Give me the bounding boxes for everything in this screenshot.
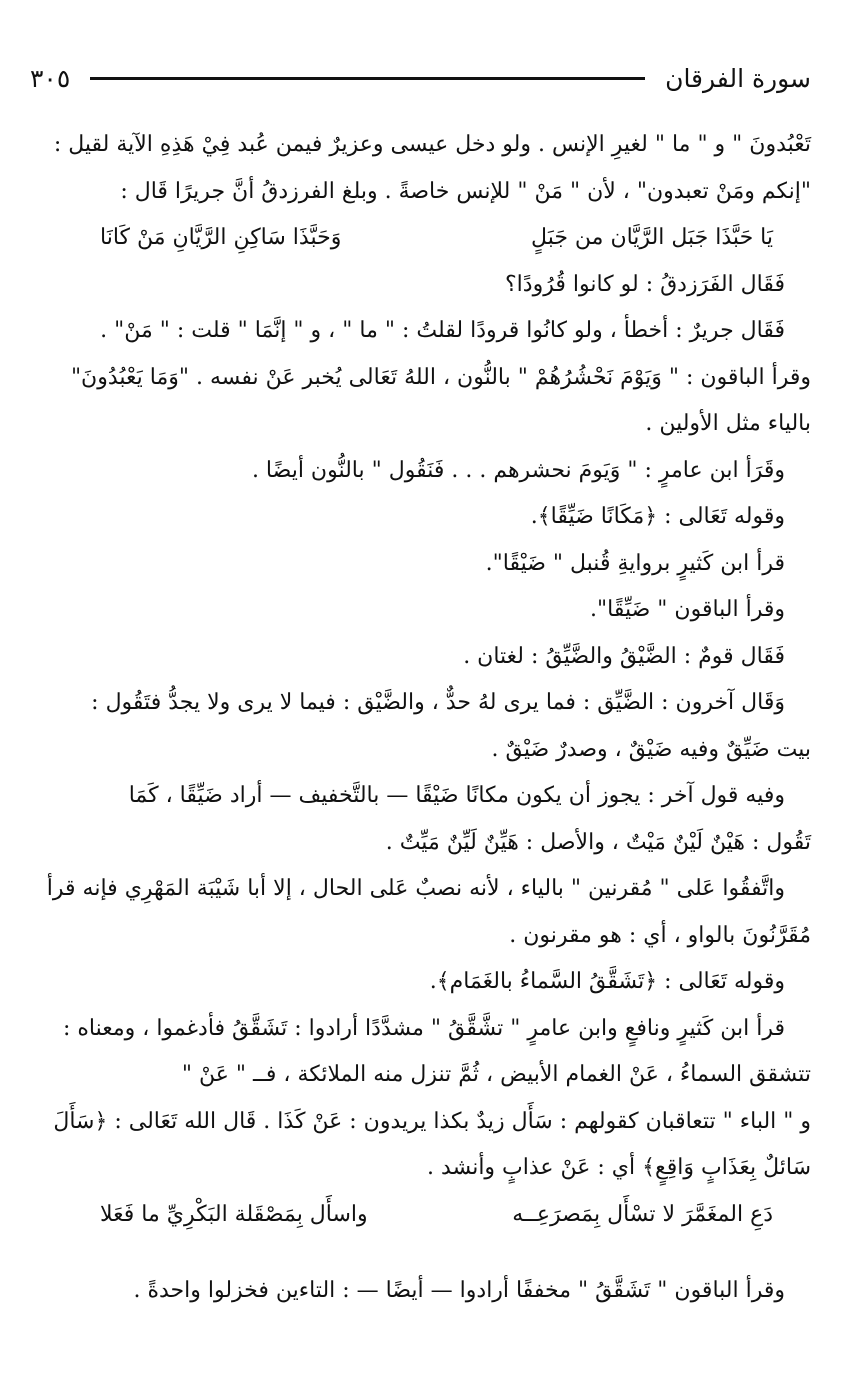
text-line: وقوله تَعَالى : ﴿تَشَقَّقُ السَّماءُ بالغَمَام﴾.	[429, 969, 785, 994]
text-line: وَقَال آخرون : الضَّيِّق : فما يرى لهُ حدٌّ ، والضَّيْق : فيما لا يرى ولا يجدُّ فتَقُول :	[91, 690, 785, 715]
page-number: ٣٠٥	[30, 63, 71, 93]
header-rule	[90, 77, 645, 80]
text-line: فَقَال قومٌ : الضَّيْقُ والضَّيِّقُ : لغتان .	[463, 643, 785, 669]
text-line: مُقَرَّنُونَ بالواو ، أي : هو مقرنون .	[509, 922, 811, 948]
text-line: قرأ ابن كَثيرٍ بروايةِ قُنبل " ضَيْقًا".	[485, 550, 785, 576]
sura-title: سورة الفرقان	[665, 63, 811, 93]
text-line: وقوله تَعَالى : ﴿مَكَانًا ضَيِّقًا﴾.	[530, 504, 785, 529]
page-body	[40, 122, 811, 1315]
spacer	[40, 1238, 811, 1268]
poetry-verse	[40, 215, 811, 262]
text-line: تَعْبُدونَ " و " ما " لغيرِ الإنس . ولو دخل عيسى وعزيرٌ فيمن عُبد فِيْ هَذِهِ الآية لقيل :	[53, 132, 811, 157]
text-line: تَقُول : هَيْنٌ لَيْنٌ مَيْتٌ ، والأصل : هَيِّنٌ لَيِّنٌ مَيِّتٌ .	[385, 829, 811, 855]
verse-first-hemistich: دَعِ المغَمَّرَ لا تسْأَل بِمَصرَعِــه	[512, 1201, 773, 1227]
text-line: "إنكم ومَنْ تعبدون" ، لأن " مَنْ " للإنس خاصةً . وبلغ الفرزدقُ أنَّ جريرًا قَال :	[120, 178, 811, 204]
text-line: بيت ضَيِّقٌ وفيه ضَيْقٌ ، وصدرٌ ضَيْقٌ .	[491, 736, 811, 762]
text-line: سَائلٌ بِعَذَابٍ وَاقِعٍ﴾ أي : عَنْ عذابٍ وأنشد .	[427, 1155, 811, 1180]
verse-second-hemistich: واسأَل بِمَصْقَلة البَكْرِيِّ ما فَعَلا	[100, 1201, 368, 1227]
verse-second-hemistich: وَحَبَّذَا سَاكِنِ الرَّيَّانِ مَنْ كَانَا	[100, 225, 342, 250]
verse-first-hemistich: يَا حَبَّذَا جَبَل الرَّيَّان من جَبَلٍ	[531, 225, 773, 250]
text-line: وقرأ الباقون " ضَيِّقًا".	[590, 597, 785, 622]
text-line: وقرأ الباقون " تَشَقَّقُ " مخففًا أرادوا — أيضًا — : التاءين فخزلوا واحدةً .	[133, 1278, 785, 1303]
page-header	[30, 58, 811, 98]
text-line: قرأ ابن كَثيرٍ ونافعٍ وابن عامرٍ " تشَّقَّقُ " مشدَّدًا أرادوا : تَشَقَّقُ فأدغموا ، ومعناه :	[62, 1015, 785, 1041]
text-line: فَقَال الفَرَزدقُ : لو كانوا قُرُودًا؟	[505, 271, 785, 297]
poetry-verse	[40, 1192, 811, 1239]
text-line: وقَرَأ ابن عامرٍ : " وَيَومَ نحشرهم . . . فَنَقُول " بالنُّون أيضًا .	[251, 457, 785, 483]
text-line: بالياء مثل الأولين .	[645, 411, 811, 436]
text-line: و " الباء " تتعاقبان كقولهم : سَأَل زيدٌ بكذا يريدون : عَنْ كَذَا . قَال الله تَعَالى : ﴿سَأَلَ	[53, 1108, 811, 1134]
text-line: وفيه قول آخر : يجوز أن يكون مكانًا ضَيْقًا — بالتَّخفيف — أراد ضَيِّقًا ، كَمَا	[128, 783, 785, 808]
text-line: فَقَال جريرٌ : أخطأ ، ولو كانُوا قرودًا لقلتُ : " ما " ، و " إنَّمَا " قلت : " مَنْ" .	[100, 318, 785, 343]
text-line: وقرأ الباقون : " وَيَوْمَ نَحْشُرُهُمْ " بالنُّون ، اللهُ تَعَالى يُخبر عَنْ نفسه . "وَمَا يَعْبُدُونَ"	[70, 364, 811, 390]
text-line: واتَّفقُوا عَلى " مُقرنين " بالياء ، لأنه نصبٌ عَلى الحال ، إلا أبا شَيْبَة المَهْرِي فإنه قرأ	[46, 876, 785, 901]
text-line: تتشقق السماءُ ، عَنْ الغمام الأبيض ، ثُمَّ تنزل منه الملائكة ، فــ " عَنْ "	[181, 1062, 811, 1087]
